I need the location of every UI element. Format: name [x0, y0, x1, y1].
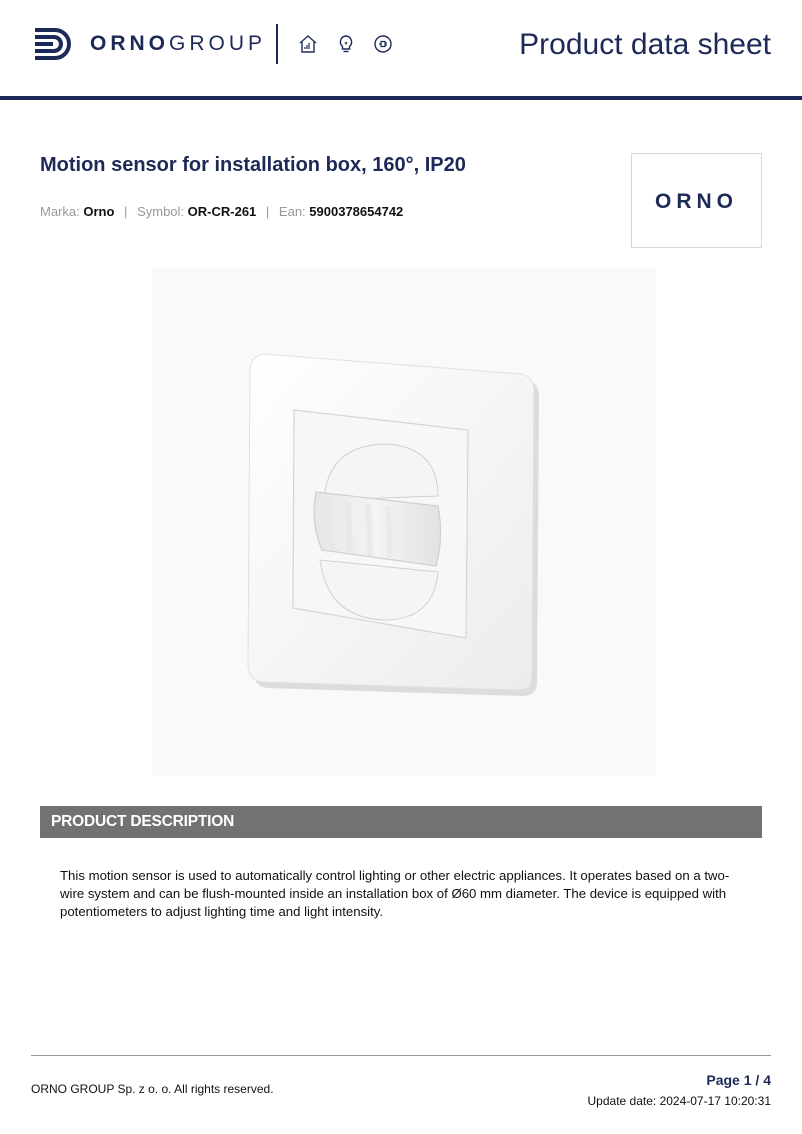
header-divider	[276, 24, 278, 64]
footer-rule	[31, 1055, 771, 1056]
product-description: This motion sensor is used to automatically control lighting or other electric appliances. It operates based on a two-wire system and can be flush-mounted inside an installation box of Ø60 mm diameter. The device is equipped with potentiometers to adjust lighting time and light intensity.	[60, 868, 730, 919]
product-image	[152, 268, 656, 776]
section-title: PRODUCT DESCRIPTION	[51, 813, 235, 830]
plug-icon	[372, 33, 394, 55]
lightbulb-icon	[335, 33, 357, 55]
meta-separator: |	[124, 204, 128, 219]
brand-label: Marka:	[40, 204, 80, 219]
copyright-text: ORNO GROUP Sp. z o. o. All rights reserved.	[31, 1082, 274, 1096]
meta-separator: |	[265, 204, 270, 219]
page-sep: /	[751, 1072, 764, 1088]
symbol-label: Symbol:	[137, 204, 185, 219]
symbol-value: OR-CR-261	[187, 204, 257, 219]
update-value: 2024-07-17 10:20:31	[659, 1094, 771, 1108]
update-label: Update date:	[587, 1094, 657, 1108]
brand-value: Orno	[83, 204, 115, 219]
ean-value: 5900378654742	[309, 204, 404, 219]
orno-logo-icon	[33, 24, 75, 64]
brand-bold: ORNO	[90, 32, 169, 55]
header-rule	[0, 96, 802, 100]
smart-home-icon	[297, 33, 319, 55]
page-label: Page	[706, 1072, 740, 1088]
page-current: 1	[743, 1072, 752, 1088]
motion-sensor-illustration	[152, 268, 656, 776]
sheet-title: Product data sheet	[519, 28, 771, 61]
brand-logo-box	[631, 153, 762, 248]
brand-wordmark	[90, 32, 266, 56]
section-header-bar	[40, 806, 762, 838]
page-header	[0, 0, 802, 100]
brand-light: GROUP	[169, 32, 267, 55]
product-meta	[40, 204, 403, 219]
ean-label: Ean:	[278, 204, 306, 219]
update-date	[588, 1094, 772, 1108]
page-number	[706, 1072, 771, 1088]
page-total: 4	[763, 1072, 771, 1088]
product-title: Motion sensor for installation box, 160°, IP20	[40, 154, 466, 176]
brand-logo: ORNO	[655, 190, 738, 213]
